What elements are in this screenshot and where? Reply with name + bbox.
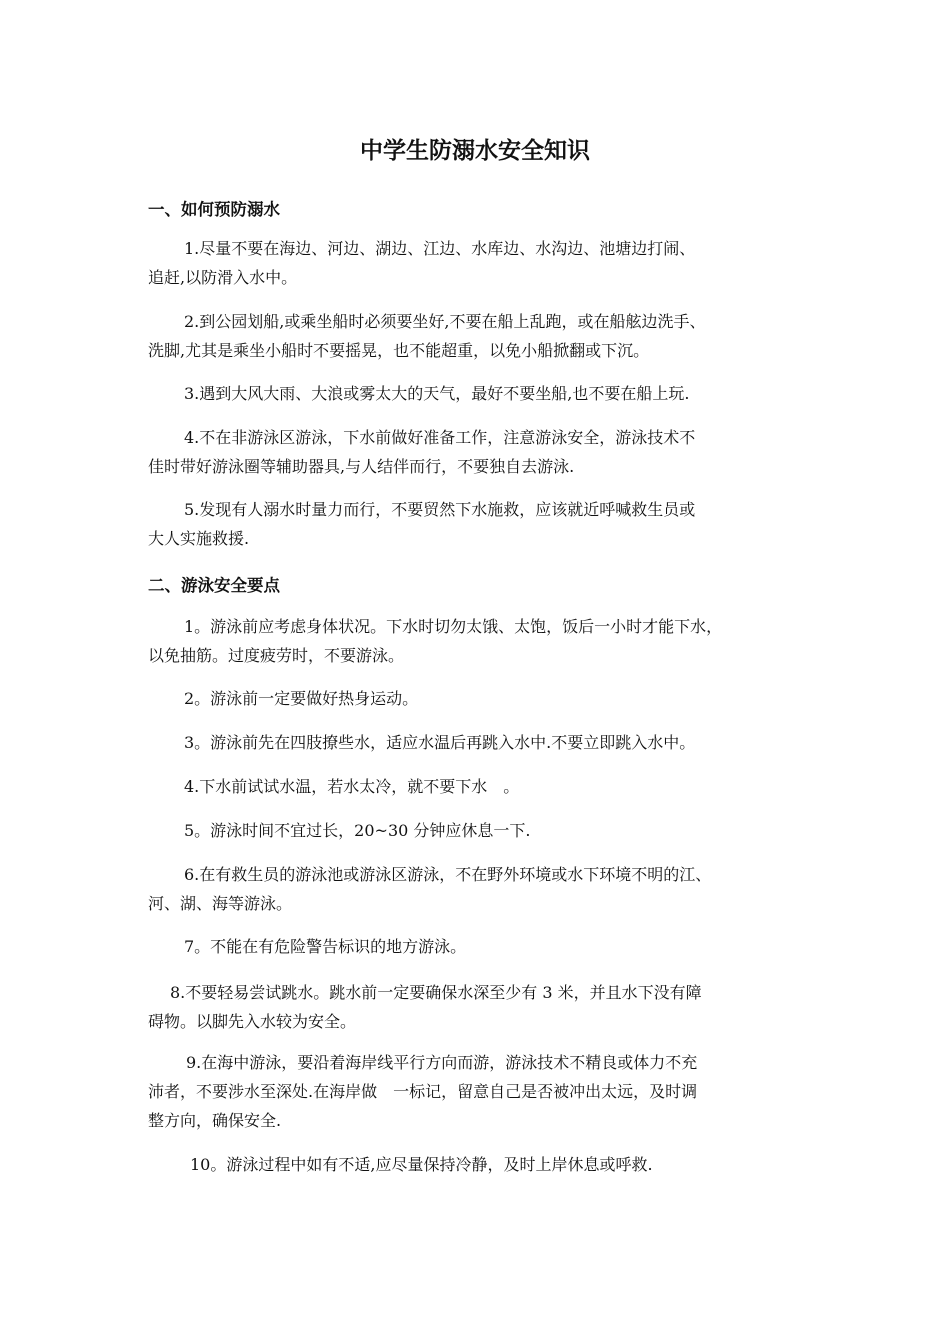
paragraph-swimming-10 xyxy=(148,1150,808,1179)
paragraph-swimming-1 xyxy=(148,612,808,670)
section-heading-swimming: 二、游泳安全要点 xyxy=(148,576,280,595)
section-heading-prevention: 一、如何预防溺水 xyxy=(148,200,280,219)
paragraph-swimming-5 xyxy=(148,816,808,845)
paragraph-swimming-4 xyxy=(148,772,808,801)
paragraph-line: 4.下水前试试水温，若水太冷，就不要下水 。 xyxy=(184,777,520,796)
page-title: 中学生防溺水安全知识 xyxy=(360,138,590,164)
paragraph-prevention-1 xyxy=(148,234,808,292)
paragraph-prevention-3 xyxy=(148,379,808,408)
paragraph-line: 河、湖、海等游泳。 xyxy=(148,894,293,913)
paragraph-swimming-2 xyxy=(148,684,808,713)
paragraph-swimming-3 xyxy=(148,728,808,757)
paragraph-line: 整方向，确保安全. xyxy=(148,1111,282,1130)
paragraph-line: 碍物。以脚先入水较为安全。 xyxy=(148,1012,357,1031)
paragraph-swimming-9 xyxy=(148,1048,808,1135)
paragraph-swimming-7 xyxy=(148,932,808,961)
paragraph-prevention-2 xyxy=(148,307,808,365)
paragraph-line: 1。游泳前应考虑身体状况。下水时切勿太饿、太饱，饭后一小时才能下水， xyxy=(184,617,723,636)
paragraph-line: 洗脚,尤其是乘坐小船时不要摇晃，也不能超重，以免小船掀翻或下沉。 xyxy=(148,341,650,360)
paragraph-line: 5.发现有人溺水时量力而行，不要贸然下水施救，应该就近呼喊救生员或 xyxy=(184,500,696,519)
paragraph-line: 4.不在非游泳区游泳，下水前做好准备工作，注意游泳安全，游泳技术不 xyxy=(184,428,696,447)
paragraph-swimming-8 xyxy=(148,978,808,1036)
paragraph-line: 1.尽量不要在海边、河边、湖边、江边、水库边、水沟边、池塘边打闹、 xyxy=(184,239,696,258)
paragraph-prevention-4 xyxy=(148,423,808,481)
paragraph-line: 10。游泳过程中如有不适,应尽量保持冷静，及时上岸休息或呼救. xyxy=(190,1155,653,1174)
paragraph-line: 6.在有救生员的游泳池或游泳区游泳，不在野外环境或水下环境不明的江、 xyxy=(184,865,712,884)
paragraph-swimming-6 xyxy=(148,860,808,918)
paragraph-line: 大人实施救援. xyxy=(148,529,250,548)
paragraph-line: 沛者，不要涉水至深处.在海岸做 一标记，留意自己是否被冲出太远，及时调 xyxy=(148,1082,698,1101)
paragraph-line: 追赶,以防滑入水中。 xyxy=(148,268,298,287)
paragraph-line: 佳时带好游泳圈等辅助器具,与人结伴而行，不要独自去游泳. xyxy=(148,457,575,476)
paragraph-line: 2。游泳前一定要做好热身运动。 xyxy=(184,689,419,708)
paragraph-line: 9.在海中游泳，要沿着海岸线平行方向而游，游泳技术不精良或体力不充 xyxy=(186,1053,698,1072)
paragraph-line: 8.不要轻易尝试跳水。跳水前一定要确保水深至少有 3 米，并且水下没有障 xyxy=(170,983,702,1002)
paragraph-line: 3.遇到大风大雨、大浪或雾太大的天气，最好不要坐船,也不要在船上玩. xyxy=(184,384,690,403)
paragraph-line: 3。游泳前先在四肢撩些水，适应水温后再跳入水中.不要立即跳入水中。 xyxy=(184,733,696,752)
paragraph-prevention-5 xyxy=(148,495,808,553)
paragraph-line: 2.到公园划船,或乘坐船时必须要坐好,不要在船上乱跑，或在船舷边洗手、 xyxy=(184,312,706,331)
paragraph-line: 5。游泳时间不宜过长，20~30 分钟应休息一下. xyxy=(184,821,531,840)
paragraph-line: 以免抽筋。过度疲劳时，不要游泳。 xyxy=(148,646,405,665)
paragraph-line: 7。不能在有危险警告标识的地方游泳。 xyxy=(184,937,467,956)
